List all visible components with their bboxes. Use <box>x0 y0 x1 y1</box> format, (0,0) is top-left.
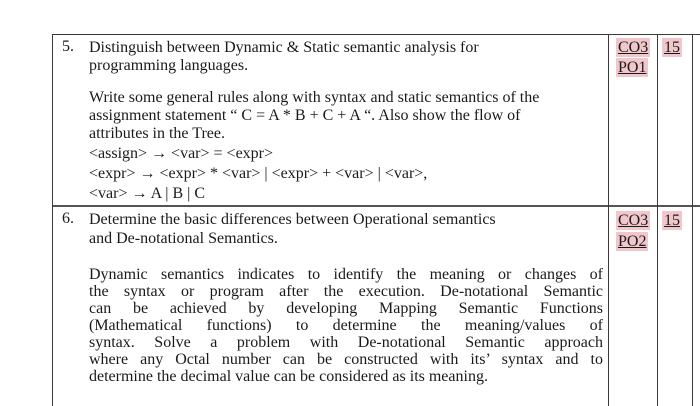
right-border <box>692 34 693 406</box>
question-body-line: where any Octal number can be constructed with its’ syntax and to <box>89 351 603 368</box>
question-body-line: attributes in the Tree. <box>89 125 225 142</box>
question-number: 5. <box>62 38 74 55</box>
left-border <box>52 34 53 406</box>
table-top-border <box>52 34 700 35</box>
question-title-line: and De-notational Semantics. <box>89 230 278 247</box>
question-body-line: Write some general rules along with syntax and static semantics of the <box>89 89 540 106</box>
grammar-rule: <var> → A | B | C <box>89 185 206 202</box>
question-title-line: programming languages. <box>89 57 249 74</box>
question-body-line: can be achieved by developing Mapping Semantic Functions <box>89 300 603 317</box>
program-outcome-badge: PO1 <box>618 59 647 76</box>
question-body-line: the syntax or program after the execution. De-notational Semantic <box>89 283 603 300</box>
marks-column-border <box>657 34 658 406</box>
question-body-paragraph <box>89 266 603 385</box>
question-body-line: syntax. Solve a problem with De-notational Semantic approach <box>89 334 603 351</box>
row-divider <box>52 205 700 207</box>
question-body-line: assignment statement “ C = A * B + C + A “. Also show the flow of <box>89 107 521 124</box>
grammar-rule: <assign> → <var> = <expr> <box>89 145 274 162</box>
question-title-line: Distinguish between Dynamic & Static semantic analysis for <box>89 39 479 56</box>
course-outcome-badge: CO3 <box>618 212 649 229</box>
co-column-border <box>608 34 609 406</box>
question-body-line: determine the decimal value can be considered as its meaning. <box>89 368 488 385</box>
program-outcome-badge: PO2 <box>618 233 647 250</box>
marks-badge: 15 <box>664 212 680 229</box>
question-title-line: Determine the basic differences between Operational semantics <box>89 211 496 228</box>
question-number: 6. <box>62 210 74 227</box>
course-outcome-badge: CO3 <box>618 39 649 56</box>
question-body-line: (Mathematical functions) to determine the meaning/values of <box>89 317 603 334</box>
question-body-line: Dynamic semantics indicates to identify the meaning or changes of <box>89 266 603 283</box>
marks-badge: 15 <box>664 39 680 56</box>
grammar-rule: <expr> → <expr> * <var> | <expr> + <var> | <var>, <box>89 165 428 182</box>
